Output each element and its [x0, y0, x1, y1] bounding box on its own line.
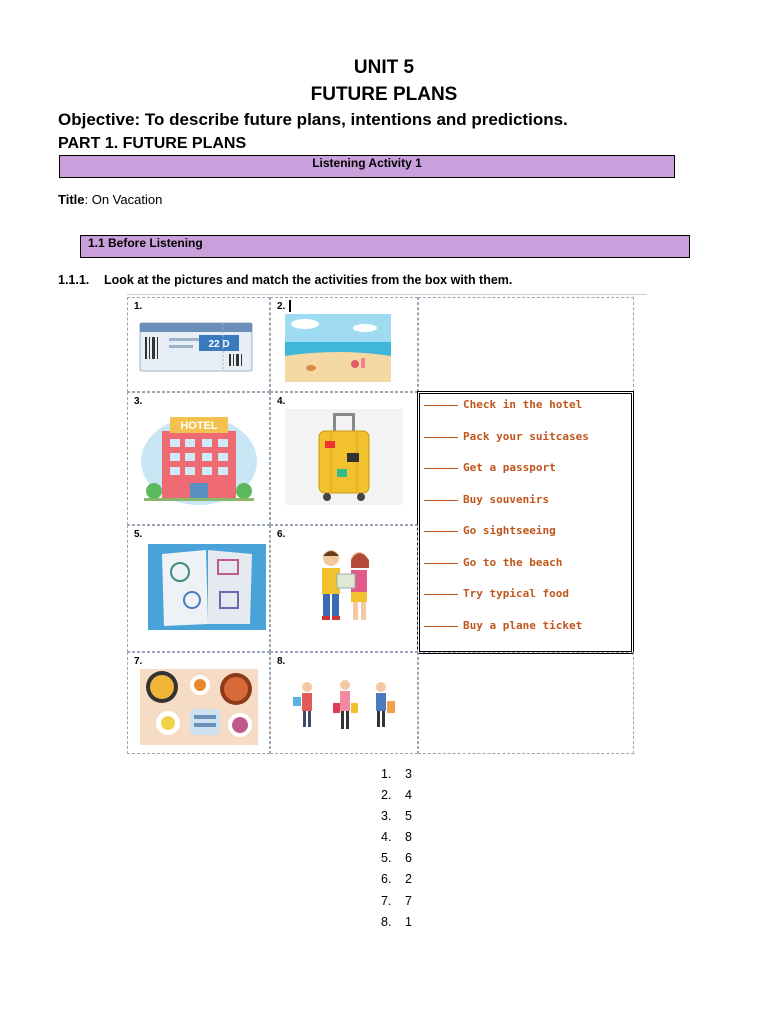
part-heading: PART 1. FUTURE PLANS — [58, 135, 247, 152]
instruction-number: 1.1.1. — [58, 273, 90, 287]
activity-item — [424, 524, 556, 537]
table-top-rule — [127, 294, 647, 295]
before-listening-bar: 1.1 Before Listening — [80, 235, 690, 258]
activity-item — [424, 461, 556, 474]
empty-cell — [418, 652, 634, 754]
activity-label: Pack your suitcases — [463, 430, 589, 443]
activity-label: Try typical food — [463, 587, 569, 600]
activity-label: Buy souvenirs — [463, 493, 550, 506]
picture-cell-3 — [127, 392, 270, 525]
activity-label: Go to the beach — [463, 556, 563, 569]
hotel-icon — [140, 409, 258, 505]
passport-icon — [148, 544, 266, 630]
title-label: Title — [58, 192, 85, 207]
answer-item: 6. 2 — [381, 872, 412, 887]
activity-item — [424, 398, 582, 411]
plane-ticket-icon — [139, 320, 253, 374]
answer-item: 3. 5 — [381, 809, 412, 824]
activities-box — [417, 391, 634, 654]
picture-cell-8 — [270, 652, 418, 754]
beach-icon — [285, 314, 391, 382]
title-value: : On Vacation — [84, 192, 163, 207]
instruction-line — [58, 273, 512, 287]
picture-number: 4. — [277, 396, 286, 407]
answer-item: 8. 1 — [381, 914, 412, 929]
picture-number: 2. — [277, 301, 286, 312]
activity-label: Go sightseeing — [463, 524, 556, 537]
answer-blank[interactable] — [424, 405, 458, 406]
answer-list — [381, 767, 412, 936]
picture-cell-2 — [270, 297, 418, 392]
activity-label: Buy a plane ticket — [463, 619, 583, 632]
empty-cell — [418, 297, 634, 392]
shopping-people-icon — [293, 677, 397, 741]
answer-blank[interactable] — [424, 437, 458, 438]
sightseeing-couple-icon — [311, 546, 381, 636]
picture-number: 1. — [134, 301, 143, 312]
activity-label: Get a passport — [463, 461, 556, 474]
ticket-seat: 22 D — [208, 339, 230, 350]
picture-number: 8. — [277, 656, 286, 667]
picture-cell-4 — [270, 392, 418, 525]
picture-number: 5. — [134, 529, 143, 540]
answer-item: 7. 7 — [381, 893, 412, 908]
answer-blank[interactable] — [424, 626, 458, 627]
picture-number: 7. — [134, 656, 143, 667]
activity-item — [424, 430, 589, 443]
picture-number: 3. — [134, 396, 143, 407]
hotel-sign: HOTEL — [180, 420, 218, 432]
answer-blank[interactable] — [424, 594, 458, 595]
picture-cell-6 — [270, 525, 418, 652]
picture-cell-5 — [127, 525, 270, 652]
answer-blank[interactable] — [424, 500, 458, 501]
activity-item — [424, 619, 582, 632]
activity-label: Check in the hotel — [463, 398, 583, 411]
objective-line: Objective: To describe future plans, intentions and predictions. — [58, 110, 568, 129]
picture-cell-7 — [127, 652, 270, 754]
text-cursor-icon — [289, 300, 291, 312]
activity-item — [424, 556, 562, 569]
unit-heading: UNIT 5 — [353, 57, 415, 78]
answer-blank[interactable] — [424, 468, 458, 469]
picture-number: 6. — [277, 529, 286, 540]
activity-item — [424, 493, 549, 506]
answer-item: 4. 8 — [381, 830, 412, 845]
activity-item — [424, 587, 569, 600]
answer-blank[interactable] — [424, 563, 458, 564]
listening-activity-bar: Listening Activity 1 — [59, 155, 675, 178]
answer-item: 2. 4 — [381, 788, 412, 803]
instruction-text: Look at the pictures and match the activities from the box with them. — [104, 273, 513, 287]
typical-food-icon — [140, 669, 258, 745]
answer-blank[interactable] — [424, 531, 458, 532]
title-line — [58, 192, 162, 207]
topic-heading: FUTURE PLANS — [310, 84, 458, 105]
suitcase-icon — [285, 409, 403, 505]
picture-cell-1 — [127, 297, 270, 392]
answer-item: 1. 3 — [381, 767, 412, 781]
answer-item: 5. 6 — [381, 851, 412, 866]
